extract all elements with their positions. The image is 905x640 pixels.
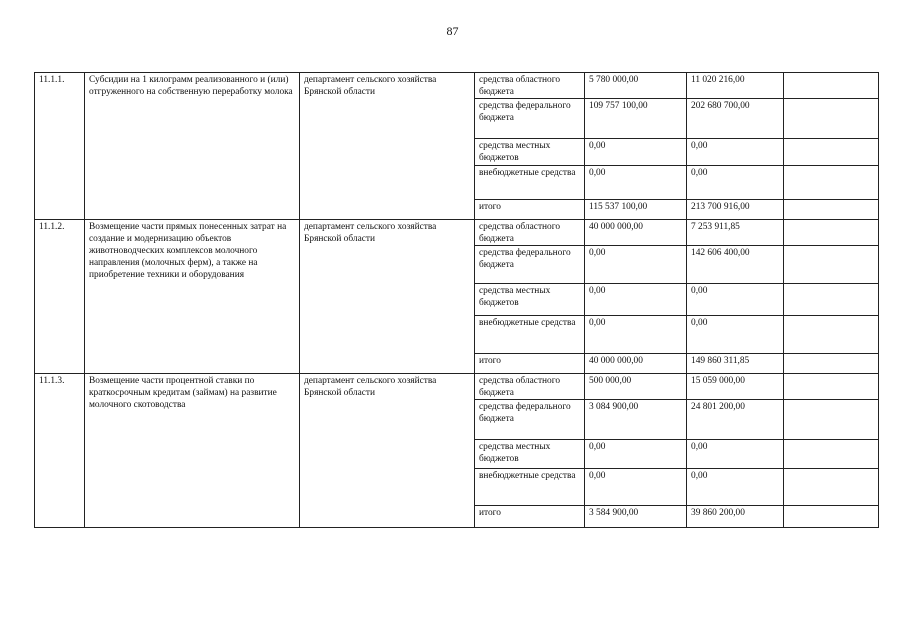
funding-source: внебюджетные средства xyxy=(475,166,585,200)
page-number: 87 xyxy=(446,24,459,38)
amount-cell: 115 537 100,00 xyxy=(585,200,687,220)
amount-cell xyxy=(784,469,879,506)
amount-cell: 11 020 216,00 xyxy=(687,73,784,99)
funding-source: средства федерального бюджета xyxy=(475,400,585,440)
item-executor: департамент сельского хозяйства Брянской области xyxy=(300,374,475,528)
amount-cell: 39 860 200,00 xyxy=(687,506,784,528)
item-number: 11.1.3. xyxy=(35,374,85,528)
section-row xyxy=(35,374,879,400)
amount-cell: 0,00 xyxy=(687,166,784,200)
amount-cell xyxy=(784,440,879,469)
amount-cell xyxy=(784,506,879,528)
amount-cell xyxy=(784,99,879,139)
amount-cell: 24 801 200,00 xyxy=(687,400,784,440)
amount-cell xyxy=(784,400,879,440)
budget-table xyxy=(34,72,879,528)
item-number: 11.1.1. xyxy=(35,73,85,220)
funding-source: средства федерального бюджета xyxy=(475,99,585,139)
item-description: Возмещение части прямых понесенных затрат на создание и модернизацию объектов животноводческих комплексов молочного направления (молочных ферм), а также на приобретение техники и оборудования xyxy=(85,220,300,374)
funding-source: итого xyxy=(475,200,585,220)
amount-cell: 142 606 400,00 xyxy=(687,246,784,284)
amount-cell: 213 700 916,00 xyxy=(687,200,784,220)
amount-cell xyxy=(784,246,879,284)
amount-cell: 0,00 xyxy=(585,139,687,166)
amount-cell: 3 084 900,00 xyxy=(585,400,687,440)
amount-cell: 109 757 100,00 xyxy=(585,99,687,139)
amount-cell: 3 584 900,00 xyxy=(585,506,687,528)
funding-source: средства федерального бюджета xyxy=(475,246,585,284)
amount-cell xyxy=(784,166,879,200)
amount-cell: 202 680 700,00 xyxy=(687,99,784,139)
funding-source: средства местных бюджетов xyxy=(475,440,585,469)
amount-cell: 0,00 xyxy=(687,440,784,469)
item-number: 11.1.2. xyxy=(35,220,85,374)
amount-cell: 0,00 xyxy=(585,284,687,316)
amount-cell: 0,00 xyxy=(687,139,784,166)
amount-cell: 40 000 000,00 xyxy=(585,354,687,374)
amount-cell xyxy=(784,73,879,99)
amount-cell: 0,00 xyxy=(585,316,687,354)
funding-source: средства областного бюджета xyxy=(475,73,585,99)
amount-cell: 0,00 xyxy=(585,469,687,506)
funding-source: средства областного бюджета xyxy=(475,220,585,246)
funding-source: внебюджетные средства xyxy=(475,316,585,354)
amount-cell xyxy=(784,200,879,220)
item-description: Возмещение части процентной ставки по краткосрочным кредитам (займам) на развитие молочного скотоводства xyxy=(85,374,300,528)
funding-source: средства местных бюджетов xyxy=(475,284,585,316)
amount-cell xyxy=(784,316,879,354)
amount-cell xyxy=(784,374,879,400)
item-executor: департамент сельского хозяйства Брянской области xyxy=(300,73,475,220)
funding-source: внебюджетные средства xyxy=(475,469,585,506)
amount-cell: 40 000 000,00 xyxy=(585,220,687,246)
amount-cell: 15 059 000,00 xyxy=(687,374,784,400)
amount-cell: 0,00 xyxy=(585,440,687,469)
amount-cell: 0,00 xyxy=(585,246,687,284)
funding-source: средства областного бюджета xyxy=(475,374,585,400)
amount-cell: 0,00 xyxy=(687,316,784,354)
amount-cell: 149 860 311,85 xyxy=(687,354,784,374)
section-row xyxy=(35,73,879,99)
amount-cell xyxy=(784,284,879,316)
section-row xyxy=(35,220,879,246)
amount-cell xyxy=(784,139,879,166)
amount-cell: 500 000,00 xyxy=(585,374,687,400)
item-executor: департамент сельского хозяйства Брянской области xyxy=(300,220,475,374)
funding-source: итого xyxy=(475,354,585,374)
funding-source: итого xyxy=(475,506,585,528)
amount-cell: 0,00 xyxy=(687,284,784,316)
amount-cell: 0,00 xyxy=(687,469,784,506)
amount-cell xyxy=(784,354,879,374)
amount-cell: 0,00 xyxy=(585,166,687,200)
amount-cell xyxy=(784,220,879,246)
item-description: Субсидии на 1 килограмм реализованного и (или) отгруженного на собственную переработку молока xyxy=(85,73,300,220)
amount-cell: 7 253 911,85 xyxy=(687,220,784,246)
amount-cell: 5 780 000,00 xyxy=(585,73,687,99)
funding-source: средства местных бюджетов xyxy=(475,139,585,166)
